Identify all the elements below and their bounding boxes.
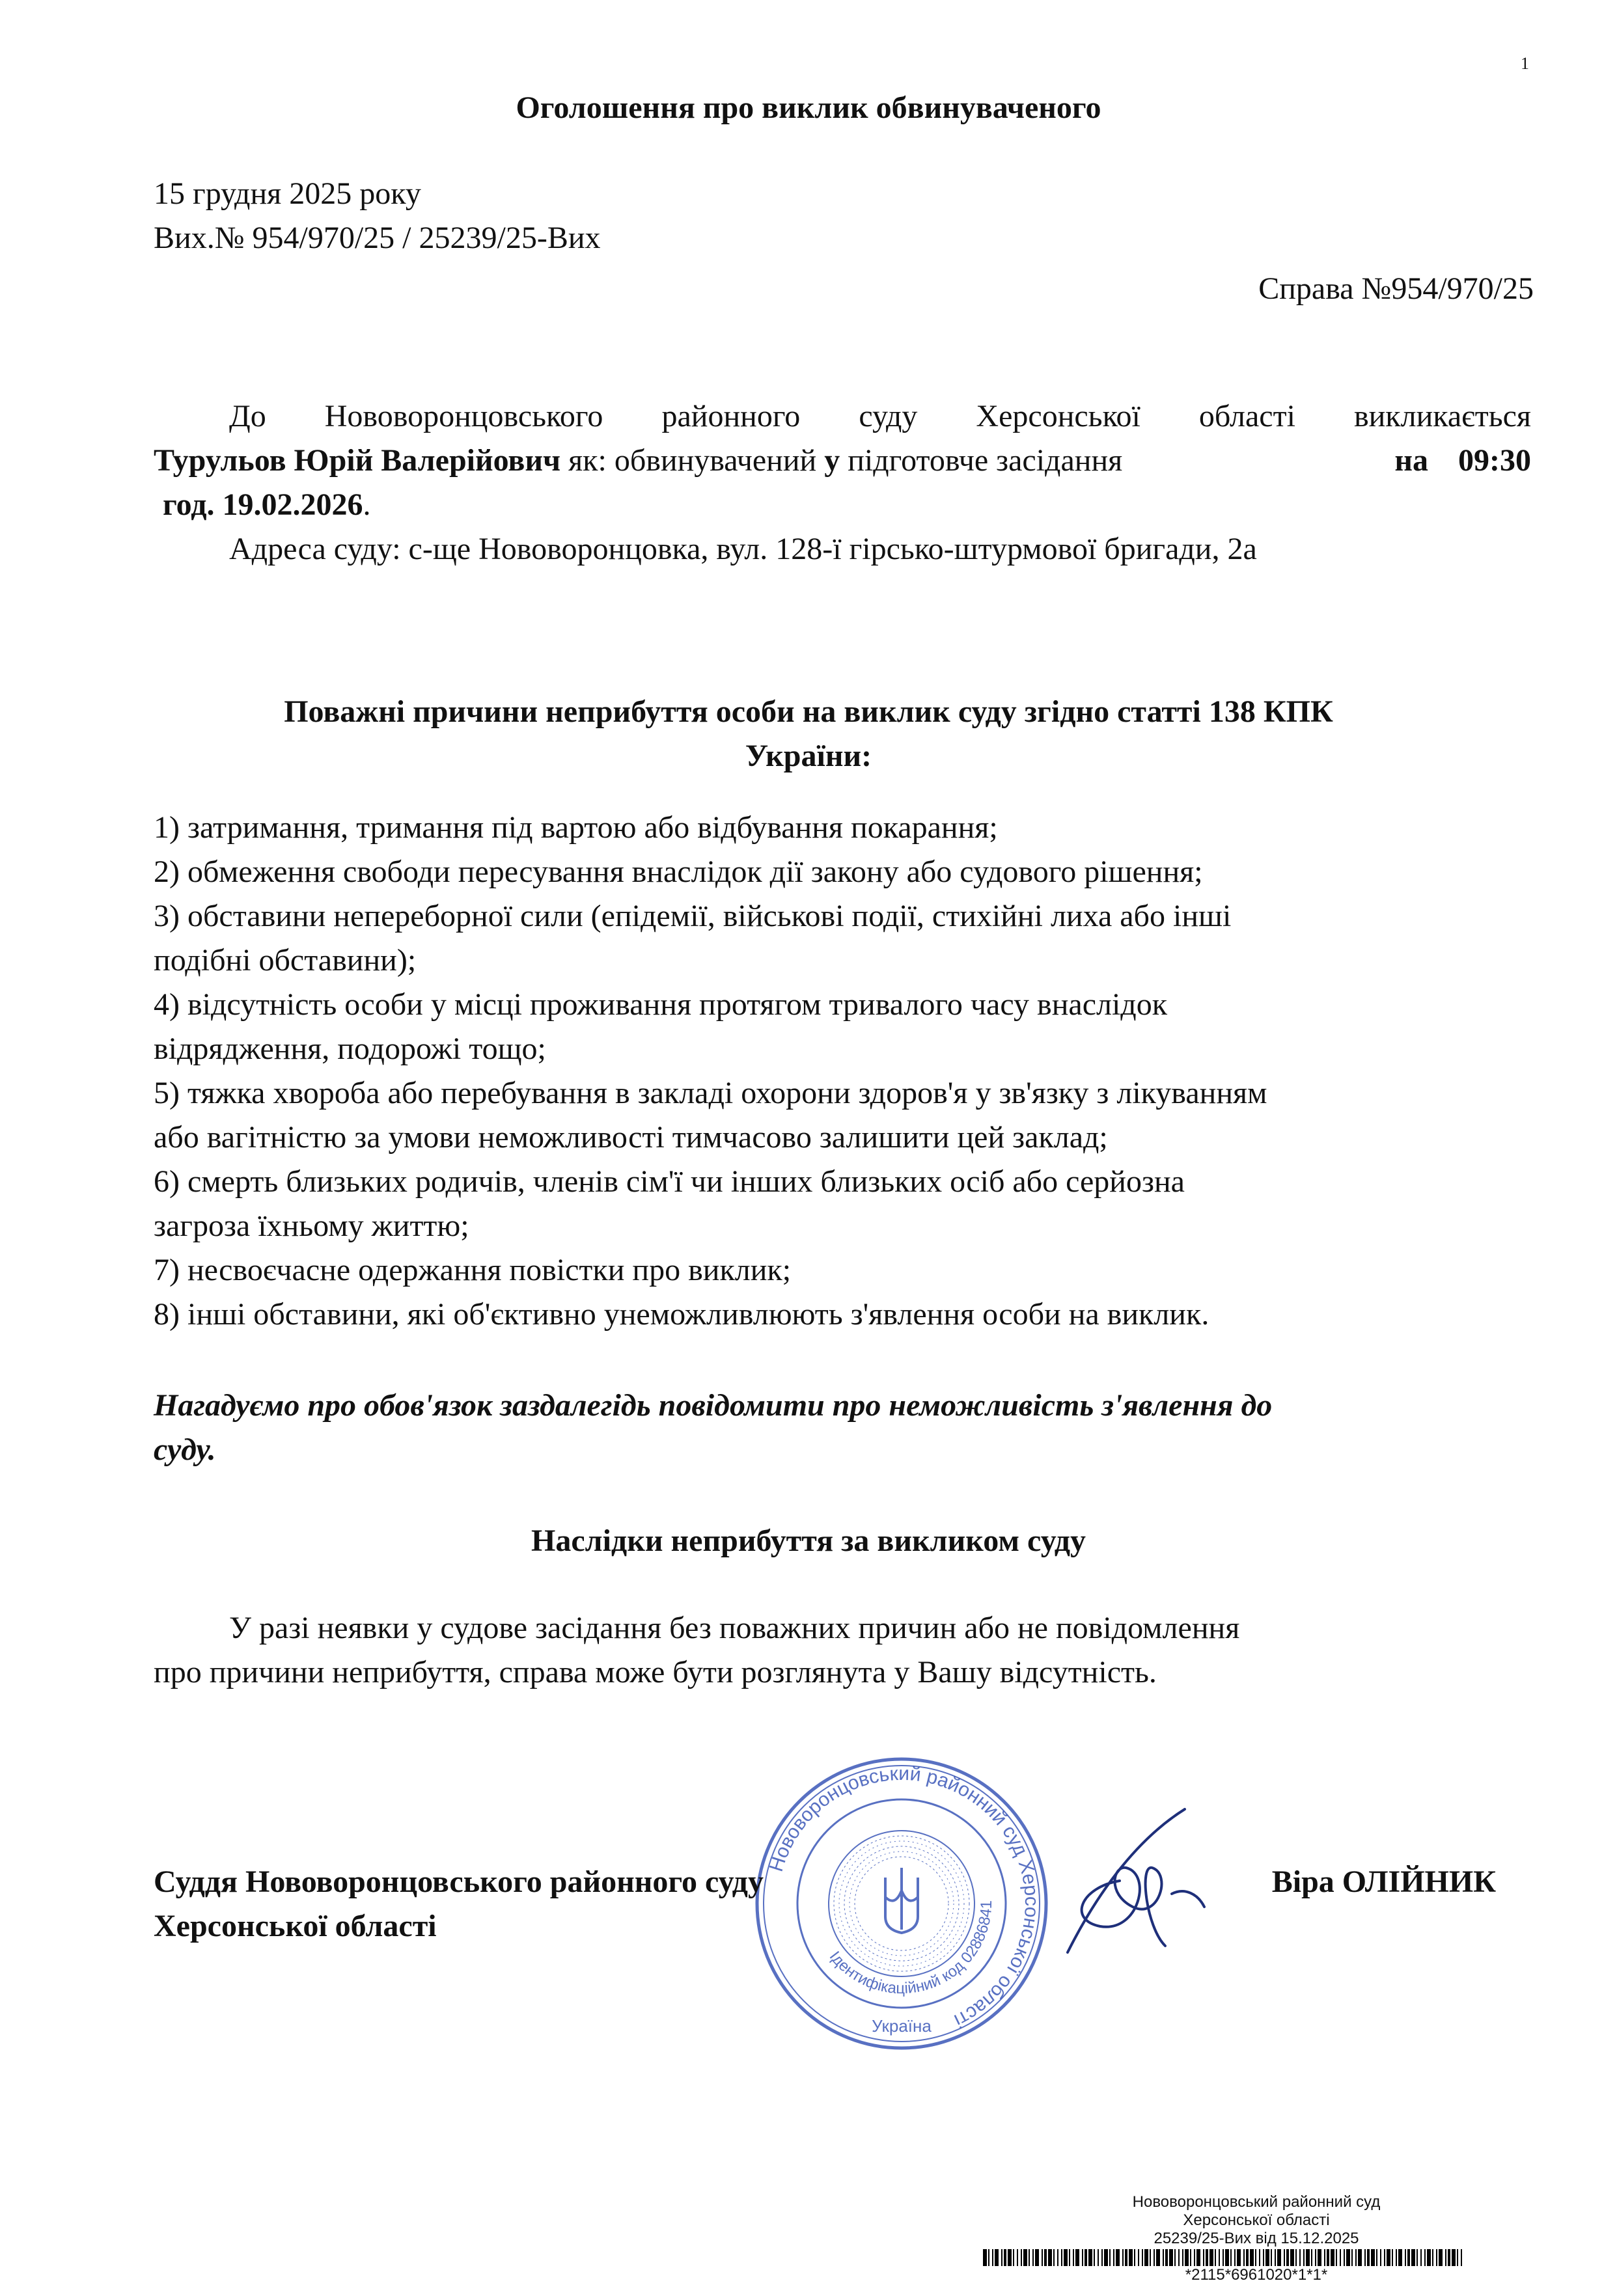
reason-3: 3) обставини непереборної сили (епідемії, військові події, стихійні лиха або інші <box>154 899 1232 933</box>
court-seal <box>749 1751 1055 2057</box>
judge-title-cont: Херсонської області <box>154 1909 437 1943</box>
reason-7: 7) несвоєчасне одержання повістки про виклик; <box>154 1253 792 1287</box>
registry-region: Херсонської області <box>1183 2211 1330 2229</box>
registry-court: Нововоронцовський районний суд <box>1132 2193 1381 2211</box>
trident-icon <box>885 1868 918 1933</box>
reasons-heading-cont: України: <box>745 739 872 773</box>
reason-4: 4) відсутність особи у місці проживання протягом тривалого часу внаслідок <box>154 987 1168 1022</box>
reason-5: 5) тяжка хвороба або перебування в закладі охорони здоров'я у зв'язку з лікуванням <box>154 1076 1267 1110</box>
hearing-time: 09:30 <box>1458 443 1531 478</box>
reason-2: 2) обмеження свободи пересування внаслідок дії закону або судового рішення; <box>154 854 1203 889</box>
reason-3-cont: подібні обставини); <box>154 943 417 977</box>
summons-line-2-left <box>154 440 1122 482</box>
page-number: 1 <box>1521 54 1529 73</box>
barcode-bar <box>1461 2249 1462 2266</box>
summons-na: на <box>1394 443 1429 478</box>
consequences-text-cont: про причини неприбуття, справа може бути розглянута у Вашу відсутність. <box>154 1655 1157 1689</box>
judge-title: Суддя Нововоронцовського районного суду <box>154 1865 764 1899</box>
reminder-text: Нагадуємо про обов'язок заздалегідь повідомити про неможливість з'явлення до <box>154 1388 1273 1423</box>
reason-6-cont: загроза їхньому життю; <box>154 1209 469 1243</box>
reason-6: 6) смерть близьких родичів, членів сім'ї чи інших близьких осіб або серйозна <box>154 1164 1185 1199</box>
seal-outer-text: Нововоронцовський районний суд Херсонської області <box>765 1762 1043 2032</box>
hearing-type: підготовче засідання <box>840 443 1123 478</box>
seal-country: Україна <box>872 2016 932 2036</box>
summons-line-1: До Нововоронцовського районного суду Херсонської області викликається <box>229 399 1531 433</box>
hearing-date-line <box>163 484 371 526</box>
reminder-text-cont: суду. <box>154 1432 216 1467</box>
registry-number: 25239/25-Вих від 15.12.2025 <box>1154 2230 1359 2247</box>
barcode-text: *2115*6961020*1*1* <box>1185 2266 1328 2284</box>
reason-4-cont: відрядження, подорожі тощо; <box>154 1032 546 1066</box>
summons-line-2-right <box>1394 440 1531 482</box>
accused-role: як: обвинувачений <box>560 443 825 478</box>
reasons-heading: Поважні причини неприбуття особи на виклик суду згідно статті 138 КПК <box>284 694 1333 729</box>
document-title: Оголошення про виклик обвинуваченого <box>516 90 1101 125</box>
reason-8: 8) інші обставини, які об'єктивно унеможливлюють з'явлення особи на виклик. <box>154 1297 1209 1332</box>
court-address: Адреса суду: с-ще Нововоронцовка, вул. 128-ї гірсько-штурмової бригади, 2а <box>229 532 1257 566</box>
summons-line-2 <box>154 440 1531 482</box>
hearing-date: год. 19.02.2026 <box>163 487 363 522</box>
reason-1: 1) затримання, тримання під вартою або відбування покарання; <box>154 810 998 845</box>
barcode <box>983 2249 1465 2266</box>
hearing-date-end: . <box>363 487 371 522</box>
case-number: Справа №954/970/25 <box>1258 271 1534 306</box>
accused-name: Турульов Юрій Валерійович <box>154 443 561 478</box>
seal-inner-text: Ідентифікаційний код 02886841 <box>825 1900 996 1998</box>
reason-5-cont: або вагітністю за умови неможливості тимчасово залишити цей заклад; <box>154 1120 1108 1155</box>
judge-signature <box>1042 1796 1237 1978</box>
outgoing-number: Вих.№ 954/970/25 / 25239/25-Вих <box>154 221 601 255</box>
consequences-text: У разі неявки у судове засідання без поважних причин або не повідомлення <box>229 1611 1240 1645</box>
summons-u: у <box>824 443 840 478</box>
document-date: 15 грудня 2025 року <box>154 176 421 211</box>
judge-name: Віра ОЛІЙНИК <box>1271 1865 1496 1899</box>
consequences-heading: Наслідки неприбуття за викликом суду <box>531 1524 1086 1558</box>
